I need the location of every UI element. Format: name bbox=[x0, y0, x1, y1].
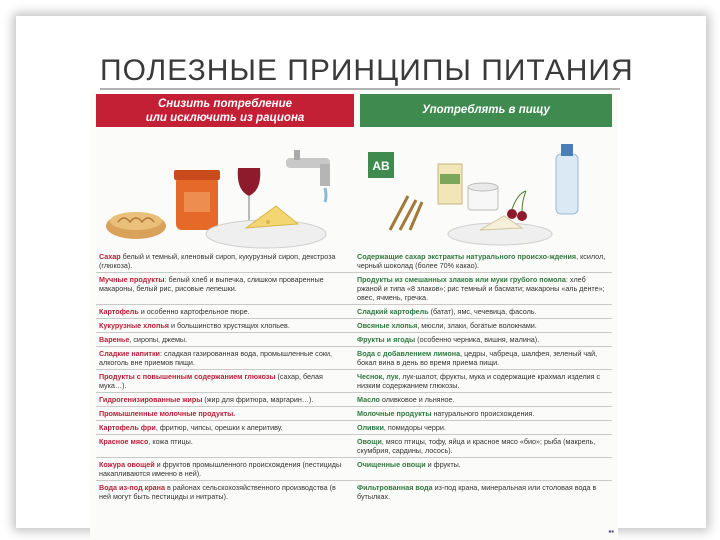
eat-item-text: , ксилол, черный шоколад (более 70% какао). bbox=[357, 252, 606, 270]
reduce-cell bbox=[96, 458, 354, 480]
reduce-item-text: и большинство хрустящих хлопьев. bbox=[168, 321, 290, 330]
eat-item-name: Фильтрованная вода bbox=[357, 483, 433, 492]
eat-item-name: Овсяные хлопья bbox=[357, 321, 418, 330]
table-row bbox=[96, 304, 612, 318]
table-row bbox=[96, 480, 612, 503]
nutrition-table-image bbox=[90, 90, 618, 540]
eat-cell bbox=[354, 393, 612, 406]
table-row bbox=[96, 369, 612, 392]
reduce-item-name: Продукты с повышенным содержанием глюкозы bbox=[99, 372, 276, 381]
reduce-cell bbox=[96, 370, 354, 392]
reduce-item-name: Варенье bbox=[99, 335, 130, 344]
eat-header-label: Употреблять в пищу bbox=[422, 104, 550, 116]
eat-item-name: Продукты из смешанных злаков или муки грубого помола bbox=[357, 275, 566, 284]
reduce-cell bbox=[96, 333, 354, 346]
table-row bbox=[96, 392, 612, 406]
eat-item-name: Сладкий картофель bbox=[357, 307, 429, 316]
table-row bbox=[96, 318, 612, 332]
reduce-cell bbox=[96, 319, 354, 332]
table-row bbox=[96, 250, 612, 272]
reduce-cell bbox=[96, 393, 354, 406]
eat-item-name: Оливки bbox=[357, 423, 384, 432]
table-row bbox=[96, 434, 612, 457]
reduce-item-name: Вода из-под крана bbox=[99, 483, 165, 492]
reduce-illustration bbox=[96, 130, 354, 250]
reduce-item-name: Кукурузные хлопья bbox=[99, 321, 169, 330]
water-bottle-icon bbox=[556, 144, 578, 214]
reduce-item-name: Мучные продукты bbox=[99, 275, 165, 284]
eat-item-text: оливковое и льняное. bbox=[379, 395, 455, 404]
reduce-item-name: Картофель фри bbox=[99, 423, 156, 432]
eat-cell bbox=[354, 347, 612, 369]
reduce-item-text: и фруктов промышленного происхождения (пестициды накапливаются именно в ней). bbox=[99, 460, 342, 478]
reduce-item-name: Сладкие напитки bbox=[99, 349, 160, 358]
page-marker: ▪▪ bbox=[608, 527, 614, 536]
eat-cell bbox=[354, 407, 612, 420]
eat-item-text: , лук-шалот, фрукты, мука и содержащие крахмал изделия с низким содержанием глюкозы. bbox=[357, 372, 601, 390]
eat-item-name: Очищенные овощи bbox=[357, 460, 426, 469]
reduce-item-text: белый и темный, кленовый сироп, кукурузный сироп, декстроза (глюкоза). bbox=[99, 252, 336, 270]
organic-badge-text: AB bbox=[372, 159, 390, 173]
reduce-cell bbox=[96, 435, 354, 457]
table-row bbox=[96, 332, 612, 346]
wine-glass-icon bbox=[238, 168, 261, 227]
cherries-icon bbox=[507, 191, 527, 221]
eat-item-text: и фрукты. bbox=[425, 460, 461, 469]
table-row bbox=[96, 406, 612, 420]
reduce-item-name: Красное мясо bbox=[99, 437, 149, 446]
eat-item-text: (батат), ямс, чечевица, фасоль. bbox=[428, 307, 537, 316]
jar-icon bbox=[174, 170, 220, 230]
table-row bbox=[96, 272, 612, 304]
reduce-item-text: (жир для фритюра, маргарин…). bbox=[202, 395, 314, 404]
eat-cell bbox=[354, 421, 612, 434]
eat-illustration bbox=[360, 130, 612, 250]
eat-item-text: , мюсли, злаки, богатые волокнами. bbox=[417, 321, 537, 330]
reduce-item-name: Сахар bbox=[99, 252, 121, 261]
grain-icon bbox=[390, 196, 422, 230]
reduce-item-name: Кожура овощей bbox=[99, 460, 155, 469]
eat-cell bbox=[354, 481, 612, 503]
reduce-cell bbox=[96, 347, 354, 369]
comparison-table bbox=[96, 250, 612, 503]
reduce-item-text: в районах сельскохозяйственного производства (в ней могут быть пестициды и нитраты). bbox=[99, 483, 336, 501]
eat-cell bbox=[354, 250, 612, 272]
reduce-header bbox=[96, 94, 354, 127]
eat-item-text: , мясо птицы, тофу, яйца и красное мясо «био»; рыба (макрель, скумбрия, сардины, лосось). bbox=[357, 437, 596, 455]
organic-badge-icon bbox=[368, 152, 394, 178]
table-row bbox=[96, 457, 612, 480]
reduce-item-name: Промышленные молочные продукты. bbox=[99, 409, 236, 418]
eat-item-text: : хлеб ржаной и типа «8 злаков»; рис темный и басмати; макароны «аль денте»; овес, ячмень, гречка. bbox=[357, 275, 605, 302]
reduce-cell bbox=[96, 305, 354, 318]
reduce-cell bbox=[96, 407, 354, 420]
table-row bbox=[96, 346, 612, 369]
yogurt-icon bbox=[438, 164, 462, 204]
tap-icon bbox=[286, 150, 330, 202]
reduce-item-text: : белый хлеб и выпечка, слишком проваренные макароны, белый рис, рисовые лепешки. bbox=[99, 275, 324, 293]
reduce-header-line2: или исключить из рациона bbox=[145, 112, 305, 124]
eat-header bbox=[360, 94, 612, 127]
reduce-item-text: , сиропы, джемы. bbox=[129, 335, 188, 344]
eat-cell bbox=[354, 333, 612, 346]
eat-cell bbox=[354, 458, 612, 480]
eat-cell bbox=[354, 305, 612, 318]
reduce-item-name: Гидрогенизированные жиры bbox=[99, 395, 203, 404]
reduce-item-text: , кожа птицы. bbox=[148, 437, 193, 446]
cup-icon bbox=[468, 183, 498, 210]
reduce-header-line1: Снизить потребление bbox=[158, 98, 292, 110]
eat-item-name: Овощи bbox=[357, 437, 382, 446]
eat-item-name: Молочные продукты bbox=[357, 409, 432, 418]
eat-item-name: Содержащие сахар экстракты натурального происхо-ждения bbox=[357, 252, 577, 261]
page-title: ПОЛЕЗНЫЕ ПРИНЦИПЫ ПИТАНИЯ bbox=[100, 54, 634, 87]
reduce-item-text: , фритюр, чипсы, орешки к аперитиву. bbox=[155, 423, 283, 432]
reduce-cell bbox=[96, 481, 354, 503]
reduce-item-text: и особенно картофельное пюре. bbox=[138, 307, 250, 316]
eat-item-name: Масло bbox=[357, 395, 380, 404]
eat-item-text: , помидоры черри. bbox=[383, 423, 446, 432]
eat-cell bbox=[354, 435, 612, 457]
reduce-cell bbox=[96, 250, 354, 272]
eat-cell bbox=[354, 370, 612, 392]
reduce-cell bbox=[96, 421, 354, 434]
eat-item-name: Вода с добавлением лимона bbox=[357, 349, 461, 358]
eat-cell bbox=[354, 273, 612, 304]
eat-item-text: , цедры, чабреца, шалфея, зеленый чай, бокал вина в день во время приема пищи. bbox=[357, 349, 598, 367]
eat-item-text: из-под крана, минеральная или столовая вода в бутылках. bbox=[357, 483, 597, 501]
eat-item-name: Чеснок, лук bbox=[357, 372, 399, 381]
reduce-item-name: Картофель bbox=[99, 307, 139, 316]
reduce-item-text: (сахар, белая мука…). bbox=[99, 372, 323, 390]
cheese-plate-icon bbox=[206, 206, 326, 248]
eat-cell bbox=[354, 319, 612, 332]
reduce-cell bbox=[96, 273, 354, 304]
eat-item-text: (особенно черника, вишня, малина). bbox=[415, 335, 540, 344]
table-row bbox=[96, 420, 612, 434]
reduce-item-text: : сладкая газированная вода, промышленные соки, алкоголь вне приемов пищи. bbox=[99, 349, 333, 367]
eat-item-text: натурального происхождения. bbox=[431, 409, 535, 418]
eat-item-name: Фрукты и ягоды bbox=[357, 335, 416, 344]
bread-icon bbox=[106, 212, 166, 239]
